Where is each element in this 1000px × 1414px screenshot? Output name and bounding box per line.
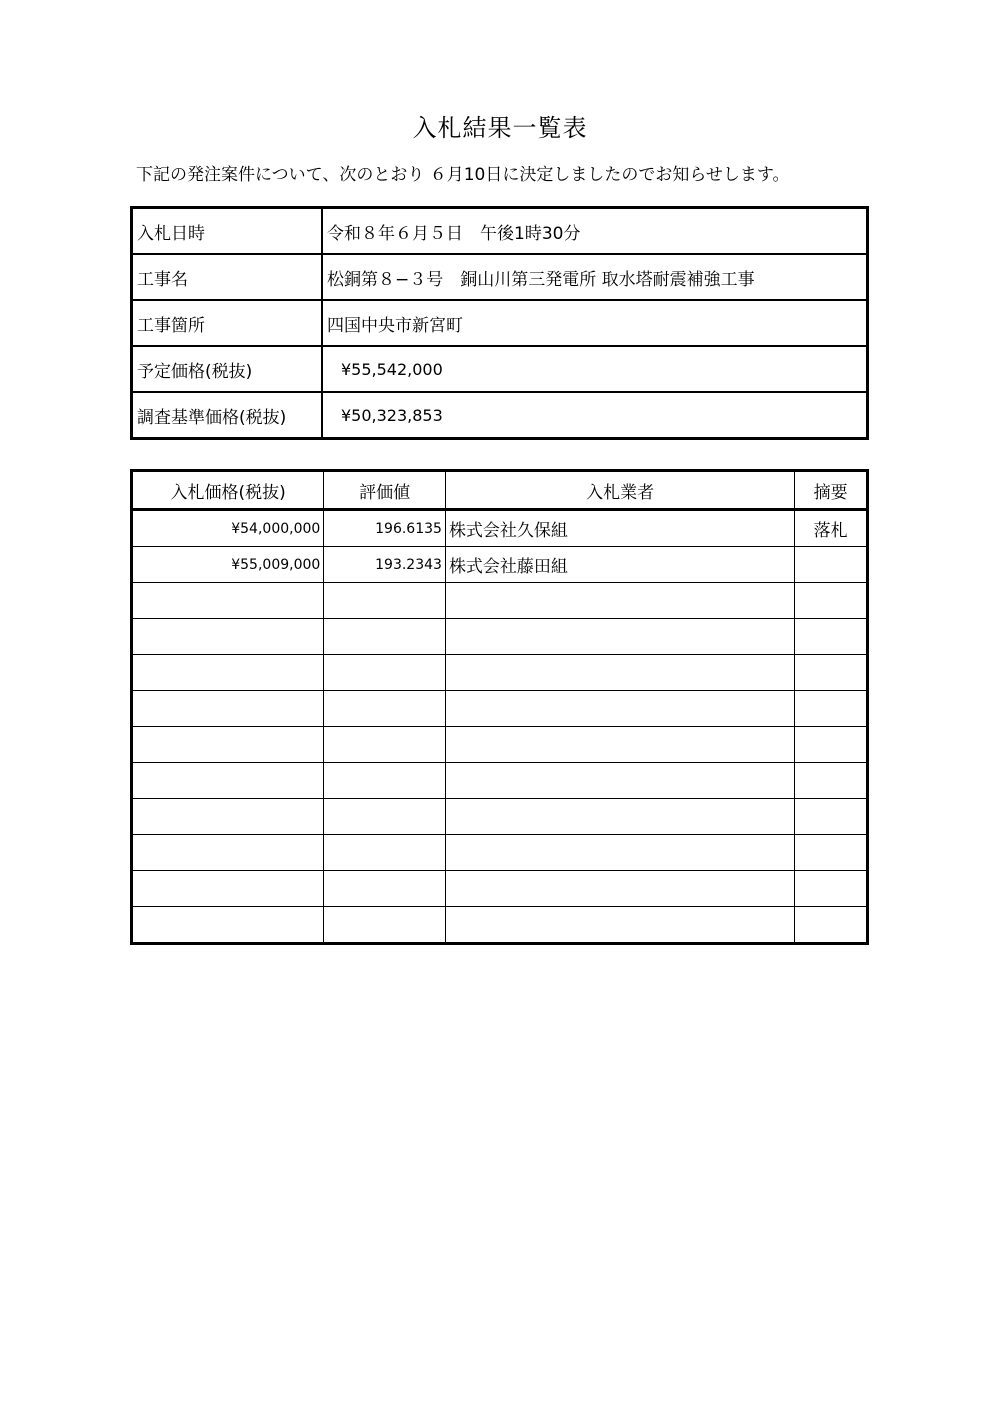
remarks-cell <box>795 871 868 907</box>
document-title: 入札結果一覧表 <box>412 114 588 142</box>
bid-price-cell <box>132 907 324 944</box>
bid-price-cell <box>132 727 324 763</box>
info-table <box>130 206 869 440</box>
bidder-cell: 株式会社藤田組 <box>445 547 794 583</box>
remarks-cell <box>795 619 868 655</box>
bidder-cell <box>445 727 794 763</box>
score-cell <box>324 907 446 944</box>
bid-price-cell: ¥54,000,000 <box>132 510 324 547</box>
table-row <box>132 907 868 944</box>
info-label: 予定価格(税抜) <box>132 346 323 392</box>
info-value: 松銅第８−３号 銅山川第三発電所 取水塔耐震補強工事 <box>322 254 868 300</box>
info-label: 工事名 <box>132 254 323 300</box>
score-cell <box>324 583 446 619</box>
bid-price-cell <box>132 619 324 655</box>
remarks-cell <box>795 655 868 691</box>
score-cell <box>324 619 446 655</box>
score-cell <box>324 871 446 907</box>
remarks-cell <box>795 547 868 583</box>
info-label: 調査基準価格(税抜) <box>132 392 323 439</box>
score-cell <box>324 835 446 871</box>
info-value: ¥50,323,853 <box>322 392 868 439</box>
bidder-cell <box>445 619 794 655</box>
table-row <box>132 799 868 835</box>
info-value: ¥55,542,000 <box>322 346 868 392</box>
bidder-cell <box>445 583 794 619</box>
bidder-cell <box>445 835 794 871</box>
bidder-cell <box>445 799 794 835</box>
bidder-cell <box>445 871 794 907</box>
bidder-cell: 株式会社久保組 <box>445 510 794 547</box>
table-row <box>132 619 868 655</box>
table-row <box>132 871 868 907</box>
bid-price-cell <box>132 691 324 727</box>
bidder-cell <box>445 763 794 799</box>
bid-price-cell <box>132 799 324 835</box>
remarks-cell <box>795 907 868 944</box>
score-cell <box>324 799 446 835</box>
remarks-cell <box>795 727 868 763</box>
info-row-planned-price <box>132 346 868 392</box>
info-row-base-price <box>132 392 868 439</box>
table-row <box>132 510 868 547</box>
intro-text: 下記の発注案件について、次のとおり ６月10日に決定しましたのでお知らせします。 <box>136 165 790 185</box>
header-score: 評価値 <box>324 471 446 510</box>
bid-price-cell <box>132 763 324 799</box>
table-row <box>132 691 868 727</box>
table-row <box>132 763 868 799</box>
bid-price-cell <box>132 655 324 691</box>
score-cell: 193.2343 <box>324 547 446 583</box>
info-value: 四国中央市新宮町 <box>322 300 868 346</box>
info-value: 令和８年６月５日 午後1時30分 <box>322 208 868 255</box>
info-row-project <box>132 254 868 300</box>
bidder-cell <box>445 907 794 944</box>
remarks-cell <box>795 691 868 727</box>
info-label: 入札日時 <box>132 208 323 255</box>
bidder-cell <box>445 691 794 727</box>
score-cell <box>324 763 446 799</box>
info-label: 工事箇所 <box>132 300 323 346</box>
bids-header-row <box>132 471 868 510</box>
bid-price-cell <box>132 835 324 871</box>
remarks-cell: 落札 <box>795 510 868 547</box>
bid-price-cell: ¥55,009,000 <box>132 547 324 583</box>
table-row <box>132 835 868 871</box>
table-row <box>132 547 868 583</box>
score-cell <box>324 691 446 727</box>
remarks-cell <box>795 835 868 871</box>
score-cell <box>324 727 446 763</box>
info-row-location <box>132 300 868 346</box>
score-cell: 196.6135 <box>324 510 446 547</box>
table-row <box>132 655 868 691</box>
header-bid-price: 入札価格(税抜) <box>132 471 324 510</box>
bids-table <box>130 469 869 945</box>
score-cell <box>324 655 446 691</box>
remarks-cell <box>795 583 868 619</box>
header-remarks: 摘要 <box>795 471 868 510</box>
table-row <box>132 583 868 619</box>
header-bidder: 入札業者 <box>445 471 794 510</box>
bid-price-cell <box>132 583 324 619</box>
remarks-cell <box>795 799 868 835</box>
remarks-cell <box>795 763 868 799</box>
info-row-date <box>132 208 868 255</box>
bid-price-cell <box>132 871 324 907</box>
table-row <box>132 727 868 763</box>
bidder-cell <box>445 655 794 691</box>
